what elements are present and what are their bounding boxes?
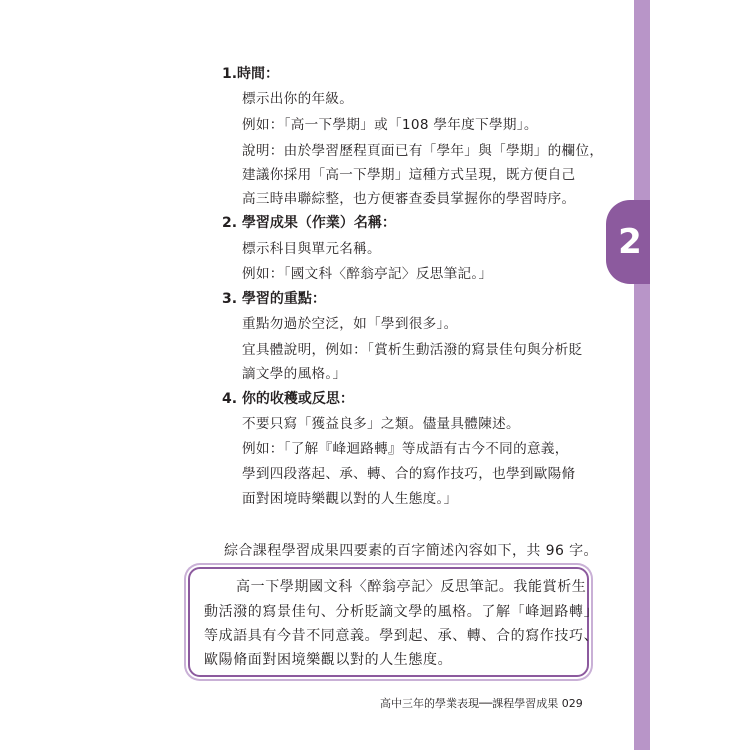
section-heading: 3. 學習的重點： — [222, 291, 326, 307]
summary-line: 動活潑的寫景佳句、分析貶謫文學的風格。了解「峰迴路轉」 — [204, 604, 599, 620]
section-line: 面對困境時樂觀以對的人生態度。」 — [242, 491, 458, 507]
section-line: 謫文學的風格。」 — [242, 366, 347, 382]
section-heading: 1.時間： — [222, 66, 280, 82]
section-line: 建議你採用「高一下學期」這種方式呈現，既方便自己 — [242, 167, 576, 183]
section-line: 重點勿過於空泛，如「學到很多」。 — [242, 316, 458, 332]
section-heading: 2. 學習成果（作業）名稱： — [222, 215, 396, 231]
section-line: 學到四段落起、承、轉、合的寫作技巧，也學到歐陽脩 — [242, 466, 576, 482]
section-line: 例如：「國文科〈醉翁亭記〉反思筆記。」 — [242, 266, 493, 282]
section-line: 宜具體說明，例如：「賞析生動活潑的寫景佳句與分析貶 — [242, 342, 583, 358]
page-footer: 高中三年的學業表現──課程學習成果 029 — [380, 697, 583, 710]
section-heading: 4. 你的收穫或反思： — [222, 391, 354, 407]
chapter-number: 2 — [618, 222, 642, 262]
section-line: 例如：「高一下學期」或「108 學年度下學期」。 — [242, 117, 538, 133]
section-line: 說明：由於學習歷程頁面已有「學年」與「學期」的欄位， — [242, 143, 604, 159]
side-strip — [650, 0, 750, 750]
summary-line: 歐陽脩面對困境樂觀以對的人生態度。 — [204, 652, 453, 668]
section-line: 不要只寫「獲益良多」之類。儘量具體陳述。 — [242, 416, 520, 432]
summary-intro: 綜合課程學習成果四要素的百字簡述內容如下，共 96 字。 — [224, 543, 598, 559]
section-line: 高三時串聯綜整，也方便審查委員掌握你的學習時序。 — [242, 191, 576, 207]
side-bar — [634, 0, 650, 750]
summary-box — [188, 567, 599, 677]
section-line: 標示出你的年級。 — [242, 91, 354, 107]
summary-line: 高一下學期國文科〈醉翁亭記〉反思筆記。我能賞析生 — [236, 579, 587, 595]
chapter-tab — [606, 200, 650, 284]
section-line: 例如：「了解『峰迴路轉』等成語有古今不同的意義， — [242, 441, 569, 457]
summary-line: 等成語具有今昔不同意義。學到起、承、轉、合的寫作技巧、 — [204, 628, 599, 644]
section-line: 標示科目與單元名稱。 — [242, 241, 381, 257]
